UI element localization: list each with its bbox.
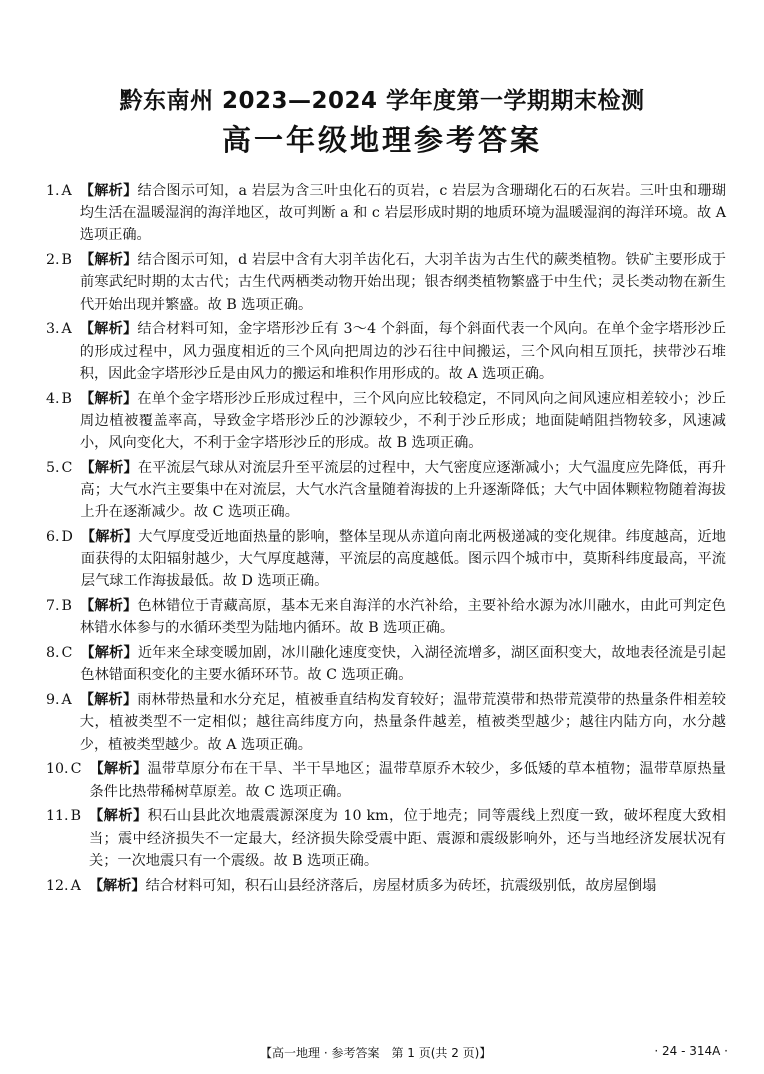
- analysis-tag: 【解析】: [80, 645, 138, 662]
- explanation: [80, 457, 726, 524]
- answer-item: [46, 595, 726, 639]
- explanation-text: 结合材料可知，金字塔形沙丘有 3～4 个斜面，每个斜面代表一个风向。在单个金字塔形沙丘的形成过程中，风力强度相近的三个风向把周边的沙石往中间搬运，三个风向相互顶托，挟带沙石堆积，因此金字塔形沙丘是由风力的搬运和堆积作用形成的。故 A 选项正确。: [79, 321, 726, 382]
- answer-key-title: 高一年级地理参考答案: [221, 123, 542, 157]
- explanation-text: 近年来全球变暖加剧，冰川融化速度变快，入湖径流增多，湖区面积变大，故地表径流是引起色林错面积变化的主要水循环环节。故 C 选项正确。: [80, 645, 726, 684]
- question-number: [46, 875, 89, 897]
- explanation: [80, 689, 726, 756]
- exam-title: 黔东南州 2023—2024 学年度第一学期期末检测: [119, 88, 645, 114]
- explanation-text: 结合图示可知，a 岩层为含三叶虫化石的页岩，c 岩层为含珊瑚化石的石灰岩。三叶虫和珊瑚均生活在温暖湿润的海洋地区，故可判断 a 和 c 岩层形成时期的地质环境为温暖湿润的海洋环境。故 A 选项正确。: [79, 183, 726, 244]
- explanation: [89, 805, 726, 872]
- answer-letter: B: [61, 598, 72, 615]
- answer-item: [46, 388, 726, 455]
- question-number: [46, 388, 80, 455]
- question-number: [46, 318, 80, 385]
- question-number: [46, 758, 89, 802]
- answer-letter: B: [61, 390, 72, 407]
- question-index: 5.: [46, 459, 60, 476]
- answer-item: [46, 180, 726, 247]
- analysis-tag: 【解析】: [80, 529, 139, 546]
- question-index: 3.: [46, 321, 60, 338]
- answer-letter: C: [61, 645, 73, 662]
- question-number: [46, 526, 81, 593]
- question-index: 2.: [46, 252, 60, 269]
- answer-letter: B: [61, 252, 72, 269]
- explanation: [80, 388, 726, 455]
- answer-item: [46, 318, 726, 385]
- analysis-tag: 【解析】: [80, 459, 138, 476]
- answer-letter: A: [61, 183, 72, 199]
- explanation: [80, 595, 726, 639]
- analysis-tag: 【解析】: [88, 877, 146, 894]
- answer-letter: A: [61, 321, 72, 338]
- answer-item: [46, 642, 726, 686]
- answer-item: [46, 249, 726, 316]
- question-number: [46, 805, 89, 872]
- question-number: [46, 457, 80, 524]
- explanation: [89, 758, 726, 802]
- question-index: 7.: [46, 598, 60, 615]
- answer-list: [46, 180, 726, 899]
- answer-item: [46, 805, 726, 872]
- question-number: [46, 642, 80, 686]
- answer-letter: B: [70, 808, 82, 825]
- question-number: [46, 180, 80, 247]
- answer-item: [46, 875, 726, 897]
- answer-letter: D: [61, 529, 73, 546]
- analysis-tag: 【解析】: [89, 808, 148, 825]
- explanation: [80, 318, 726, 385]
- question-number: [46, 595, 80, 639]
- explanation-text: 大气厚度受近地面热量的影响，整体呈现从赤道向南北两极递减的变化规律。纬度越高，近地面获得的太阳辐射越少，大气厚度越薄，平流层的高度越低。图示四个城市中，莫斯科纬度最高，平流层气球工作海拔最低。故 D 选项正确。: [80, 529, 726, 590]
- explanation-text: 结合材料可知，积石山县经济落后，房屋材质多为砖坯，抗震级别低，故房屋倒塌: [145, 877, 657, 894]
- analysis-tag: 【解析】: [79, 598, 138, 615]
- analysis-tag: 【解析】: [79, 692, 138, 709]
- explanation: [80, 249, 726, 316]
- analysis-tag: 【解析】: [89, 761, 148, 778]
- answer-letter: C: [70, 761, 82, 778]
- answer-letter: C: [61, 459, 73, 476]
- question-index: 8.: [46, 645, 60, 662]
- explanation: [80, 642, 726, 686]
- explanation: [81, 526, 726, 593]
- answer-letter: A: [61, 692, 72, 709]
- answer-letter: A: [70, 877, 81, 894]
- explanation-text: 结合图示可知，d 岩层中含有大羽羊齿化石，大羽羊齿为古生代的蕨类植物。铁矿主要形成于前寒武纪时期的太古代；古生代两栖类动物开始出现；银杏纲类植物繁盛于中生代；灵长类动物在新生代开始出现并繁盛。故 B 选项正确。: [79, 252, 726, 313]
- explanation-text: 在平流层气球从对流层升至平流层的过程中，大气密度应逐渐减小；大气温度应先降低，再升高；大气水汽主要集中在对流层，大气水汽含量随着海拔的上升逐渐降低；大气中固体颗粒物随着海拔上升在逐渐减少。故 C 选项正确。: [80, 459, 726, 521]
- analysis-tag: 【解析】: [79, 183, 138, 199]
- question-index: 11.: [46, 808, 69, 825]
- question-index: 10.: [46, 761, 69, 778]
- answer-item: [46, 689, 726, 756]
- explanation-text: 在单个金字塔形沙丘形成过程中，三个风向应比较稳定，不同风向之间风速应相差较小；沙丘周边植被覆盖率高，导致金字塔形沙丘的沙源较少，不利于沙丘形成；地面陡峭阻挡物较多，风速减小，风向变化大，不利于金字塔形沙丘的形成。故 B 选项正确。: [79, 390, 726, 452]
- explanation-text: 色林错位于青藏高原，基本无来自海洋的水汽补给，主要补给水源为冰川融水，由此可判定色林错水体参与的水循环类型为陆地内循环。故 B 选项正确。: [79, 598, 726, 637]
- answer-item: [46, 758, 726, 802]
- question-number: [46, 249, 80, 316]
- analysis-tag: 【解析】: [79, 252, 138, 269]
- question-index: 6.: [46, 529, 60, 546]
- analysis-tag: 【解析】: [79, 390, 138, 407]
- question-index: 1.: [46, 183, 60, 199]
- question-index: 9.: [46, 692, 60, 709]
- answer-item: [46, 526, 726, 593]
- question-index: 4.: [46, 390, 60, 407]
- footer-code: · 24 - 314A ·: [654, 1044, 728, 1058]
- analysis-tag: 【解析】: [79, 321, 138, 338]
- footer-page-info: 【高一地理 · 参考答案 第 1 页(共 2 页)】: [260, 1046, 492, 1060]
- explanation: [80, 180, 726, 247]
- explanation-text: 积石山县此次地震震源深度为 10 km，位于地壳；同等震线上烈度一致，破坏程度大致相当；震中经济损失不一定最大，经济损失除受震中距、震源和震级影响外，还与当地经济发展状况有关；一次地震只有一个震级。故 B 选项正确。: [89, 808, 726, 869]
- explanation-text: 温带草原分布在干旱、半干旱地区；温带草原乔木较少，多低矮的草本植物；温带草原热量条件比热带稀树草原差。故 C 选项正确。: [89, 761, 726, 800]
- answer-item: [46, 457, 726, 524]
- explanation-text: 雨林带热量和水分充足，植被垂直结构发育较好；温带荒漠带和热带荒漠带的热量条件相差较大，植被类型不一定相似；越往高纬度方向，热量条件越差，植被类型越少；越往内陆方向，水分越少，植被类型越少。故 A 选项正确。: [79, 692, 726, 753]
- explanation: [89, 875, 726, 897]
- question-index: 12.: [46, 877, 69, 894]
- question-number: [46, 689, 80, 756]
